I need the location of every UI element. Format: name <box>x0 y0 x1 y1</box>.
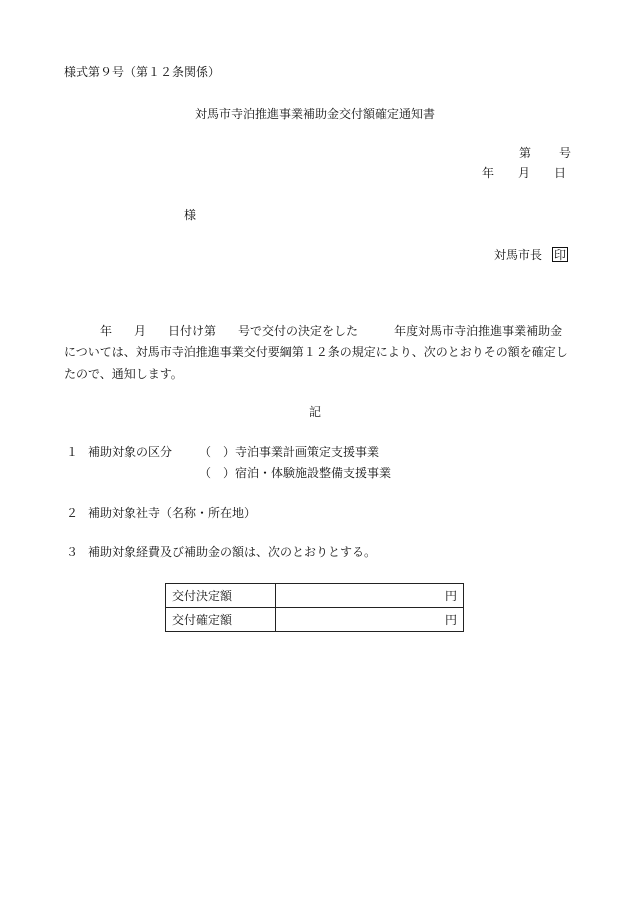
document-date-line <box>482 167 566 179</box>
form-label: 様式第９号（第１２条関係） <box>64 65 221 79</box>
body-line-1 <box>64 325 562 337</box>
body-line-2: については、対馬市寺泊推進事業交付要綱第１２条の規定により、次のとおりその額を確定し <box>64 345 568 359</box>
document-title: 対馬市寺泊推進事業補助金交付額確定通知書 <box>194 107 435 121</box>
table-cell-label: 交付確定額 <box>166 608 276 632</box>
document-number-line <box>519 147 571 159</box>
table-cell-label: 交付決定額 <box>166 584 276 608</box>
amount-table <box>165 583 464 632</box>
body-month: 月 <box>134 324 147 338</box>
number-prefix: 第 <box>519 146 532 160</box>
date-month: 月 <box>518 166 531 180</box>
issuer <box>494 247 568 262</box>
item-2-label: 補助対象社寺（名称・所在地） <box>88 506 257 520</box>
item-1-label: 補助対象の区分 <box>88 445 173 459</box>
table-row <box>166 584 464 608</box>
date-day: 日 <box>554 166 567 180</box>
table-cell-amount: 円 <box>276 584 464 608</box>
body-program: 年度対馬市寺泊推進事業補助金 <box>394 324 563 338</box>
body-decision: 号で交付の決定をした <box>238 324 359 338</box>
item-2-number: ２ <box>66 506 79 520</box>
item-1-number: １ <box>66 445 79 459</box>
item-3-number: ３ <box>66 545 79 559</box>
item-1-option-planning: （ ）寺泊事業計画策定支援事業 <box>199 445 380 459</box>
body-dated-no: 日付け第 <box>168 324 217 338</box>
table-row <box>166 608 464 632</box>
number-suffix: 号 <box>559 146 572 160</box>
seal-mark: 印 <box>554 248 567 262</box>
item-1-option-facility: （ ）宿泊・体験施設整備支援事業 <box>199 466 392 480</box>
issuer-name: 対馬市長 <box>494 248 543 262</box>
body-line-3: たので、通知します。 <box>64 367 183 381</box>
date-year: 年 <box>482 166 495 180</box>
ki-heading: 記 <box>308 405 321 419</box>
item-3-label: 補助対象経費及び補助金の額は、次のとおりとする。 <box>88 545 377 559</box>
table-cell-amount: 円 <box>276 608 464 632</box>
addressee-honorific: 様 <box>184 208 197 222</box>
body-year: 年 <box>100 324 113 338</box>
